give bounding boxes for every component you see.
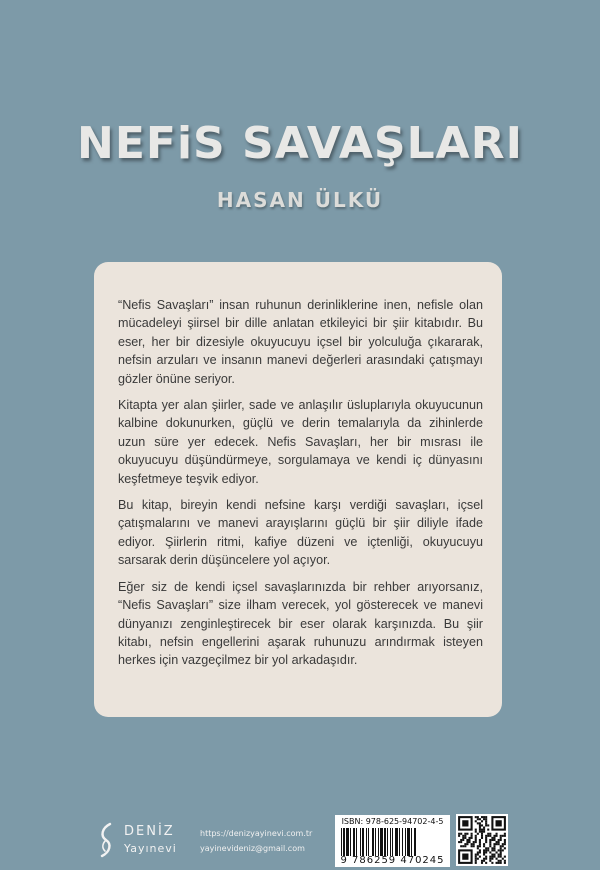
blurb-paragraph-1: “Nefis Savaşları” insan ruhunun derinliklerine inen, nefisle olan mücadeleyi şiirsel bir dille anlatan etkileyici bir şiir kitabıdır. Bu eser, her bir dizesiyle okuyucuyu içsel bir yolculuğa çıkararak, nefsin arzuları ve insanın manevi değerleri arasındaki çatışmayı gözler önüne seriyor.	[118, 298, 483, 386]
publisher-website[interactable]: https://denizyayinevi.com.tr	[200, 829, 313, 838]
barcode-icon	[339, 828, 446, 856]
qr-code-icon	[456, 814, 508, 866]
blurb-paragraph-2: Kitapta yer alan şiirler, sade ve anlaşılır üsluplarıyla okuyucunun kalbine dokunurken, güçlü ve derin temalarıyla da zihinlerde uzun süre yer edecek. Nefis Savaşları, her bir mısrası ile okuyucuyu düşündürmeye, sorgulamaya ve kendi iç dünyasını keşfetmeye teşvik ediyor.	[118, 398, 483, 486]
isbn-barcode-block	[335, 815, 450, 867]
isbn-label: ISBN: 978-625-94702-4-5	[341, 817, 444, 826]
publisher-logo	[96, 822, 196, 860]
blurb-text	[118, 296, 483, 678]
publisher-name: DENİZ	[124, 824, 175, 839]
publisher-subtitle: Yayınevi	[124, 842, 177, 855]
blurb-paragraph-4: Eğer siz de kendi içsel savaşlarınızda bir rehber arıyorsanız, “Nefis Savaşları” size ilham verecek, yol gösterecek ve manevi dünyanızı zenginleştirecek bir eser olarak karşınızda. Bu şiir kitabı, nefsin engellerini aşarak ruhunuzu arındırmak isteyen herkes için vazgeçilmez bir yol arkadaşıdır.	[118, 579, 483, 668]
author-name: HASAN ÜLKÜ	[216, 188, 384, 212]
publisher-contact	[200, 826, 312, 856]
book-title: NEFiS SAVAŞLARI	[77, 118, 523, 169]
wave-logo-icon	[96, 822, 118, 858]
blurb-paragraph-3: Bu kitap, bireyin kendi nefsine karşı verdiği savaşları, içsel çatışmalarını ve manevi arayışlarını güçlü bir şiir diliyle ifade ediyor. Şiirlerin ritmi, kafiye düzeni ve içtenliği, okuyucuyu sarsarak derin düşüncelere yol açıyor.	[118, 498, 483, 568]
publisher-email[interactable]: yayinevideniz@gmail.com	[200, 844, 305, 853]
isbn-digits: 9 786259 470245	[340, 855, 445, 866]
